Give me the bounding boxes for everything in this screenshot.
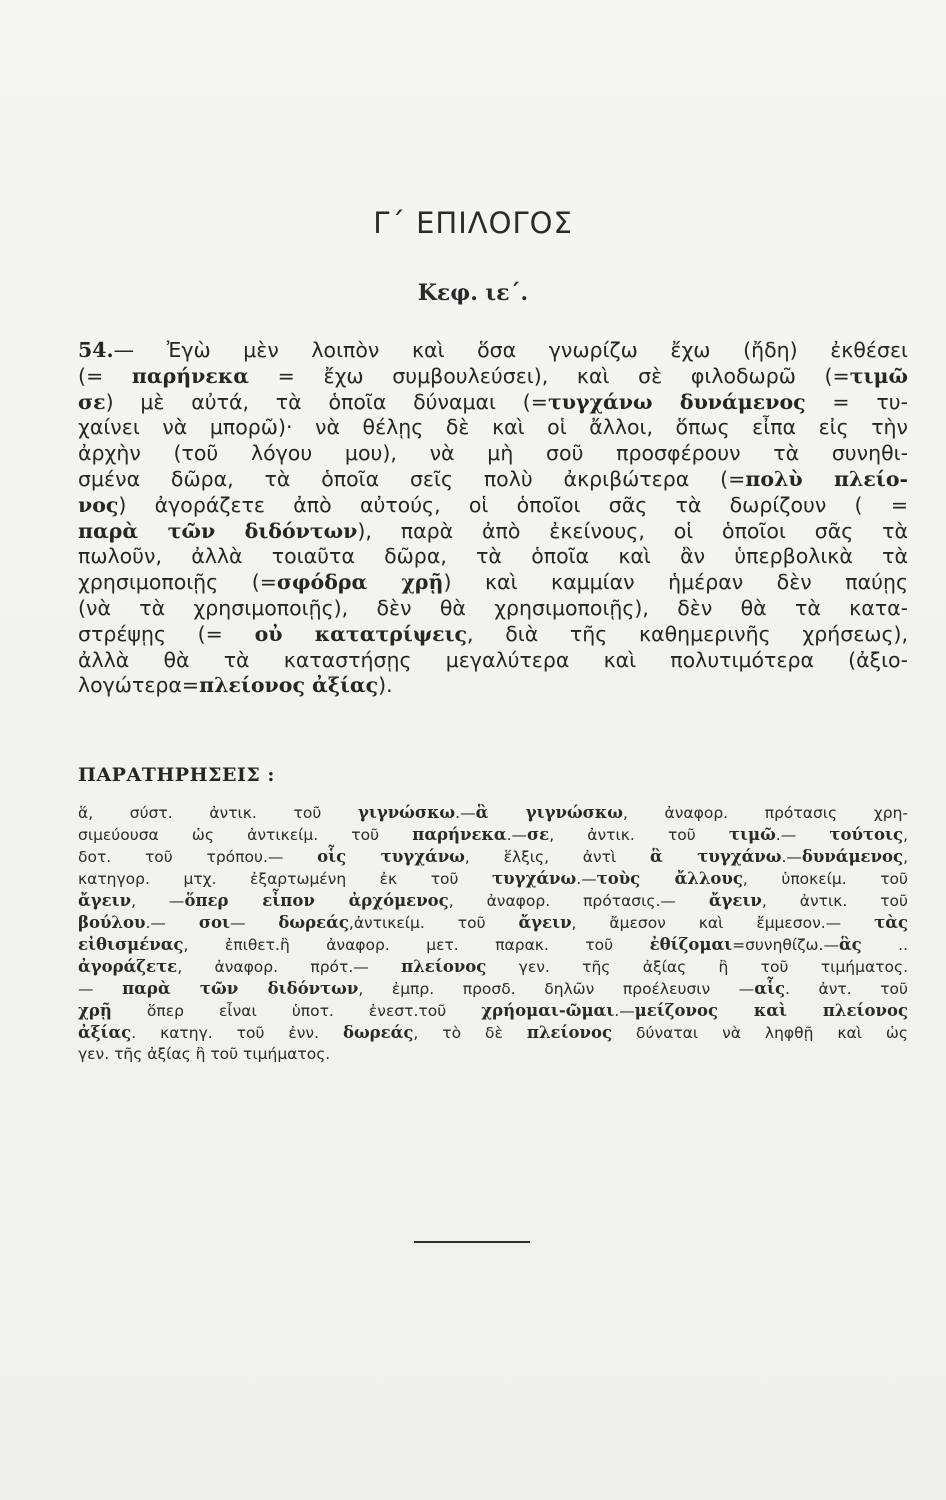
paragraph-text: ἀρχὴν (τοῦ λόγου μου), νὰ μὴ σοῦ προσφέρουν τὰ συνηθι- bbox=[78, 441, 908, 466]
paragraph-line bbox=[78, 673, 908, 699]
paragraph-text: χαίνει νὰ μπορῶ)· νὰ θέλῃς δὲ καὶ οἱ ἄλλοι, ὅπως εἶπα εἰς τὴν bbox=[78, 415, 908, 440]
notes-bold-term: ἀγοράζετε bbox=[78, 957, 178, 976]
paragraph-line bbox=[78, 519, 908, 545]
paragraph-bold-term: τιμῶ bbox=[849, 363, 908, 388]
notes-text: , ἕλξις, ἀντὶ bbox=[464, 848, 651, 866]
notes-text: , ἀναφορ. πρότ.— bbox=[177, 958, 402, 976]
paragraph-line bbox=[78, 493, 908, 519]
notes-bold-term: ἃς bbox=[838, 935, 862, 954]
notes-text: — bbox=[78, 980, 123, 998]
notes-text: .— bbox=[506, 826, 527, 844]
paragraph-text: σμένα δῶρα, τὰ ὁποῖα σεῖς πολὺ ἀκριβώτερα (= bbox=[78, 466, 746, 491]
notes-text: — bbox=[229, 914, 279, 932]
notes-line bbox=[78, 1000, 908, 1022]
paragraph-bold-term: οὐ κατατρίψεις bbox=[254, 621, 467, 646]
notes-line bbox=[78, 846, 908, 868]
notes-bold-term: ἐθίζομαι bbox=[649, 935, 733, 954]
paragraph-line bbox=[78, 467, 908, 493]
notes-text: , ἐμπρ. προσδ. δηλῶν προέλευσιν — bbox=[358, 980, 755, 998]
notes-bold-term: σοι bbox=[198, 913, 230, 932]
notes-text: , ἀντικ. τοῦ bbox=[549, 826, 729, 844]
notes-bold-term: σε bbox=[527, 825, 550, 844]
notes-text: . ἀντ. τοῦ bbox=[785, 980, 909, 998]
notes-bold-term: δωρεάς bbox=[278, 913, 349, 932]
paragraph-line bbox=[78, 622, 908, 648]
main-paragraph bbox=[78, 338, 908, 699]
notes-heading: ΠΑΡΑΤΗΡΗΣΕΙΣ : bbox=[78, 764, 275, 786]
notes-bold-term: ἄγειν bbox=[78, 891, 132, 910]
notes-text: .— bbox=[775, 826, 830, 844]
notes-text: .— bbox=[455, 804, 476, 822]
paragraph-text: ) μὲ αὐτά, τὰ ὁποῖα δύναμαι (= bbox=[105, 389, 548, 414]
notes-bold-term: τούτοις bbox=[829, 825, 904, 844]
notes-bold-term: οἷς τυγχάνω bbox=[317, 847, 465, 866]
paragraph-line bbox=[78, 570, 908, 596]
notes-bold-term: ὅπερ εἶπον ἀρχόμενος bbox=[184, 891, 449, 910]
notes-line bbox=[78, 890, 908, 912]
notes-line bbox=[78, 802, 908, 824]
paragraph-text: ) καὶ καμμίαν ἡμέραν δὲν παύῃς bbox=[443, 570, 909, 595]
section-title: Γ΄ ΕΠΙΛΟΓΟΣ bbox=[373, 206, 573, 240]
notes-bold-term: τυγχάνω bbox=[492, 869, 577, 888]
paragraph-bold-term: σε bbox=[78, 389, 106, 414]
notes-text: γεν. τῆς ἀξίας ἢ τοῦ τιμήματος. bbox=[78, 1045, 331, 1063]
paragraph-line bbox=[78, 596, 908, 622]
notes-bold-term: γιγνώσκω bbox=[357, 803, 456, 822]
notes-text: , ἀντικ. τοῦ bbox=[761, 892, 908, 910]
notes-text: , ἀναφορ. πρότασις χρη- bbox=[622, 804, 908, 822]
paragraph-bold-term: τυγχάνω δυνάμενος bbox=[547, 389, 806, 414]
notes-text: ἅ, σύστ. ἀντικ. τοῦ bbox=[78, 804, 358, 822]
notes-text bbox=[78, 802, 908, 1065]
notes-line bbox=[78, 956, 908, 978]
notes-line bbox=[78, 1044, 908, 1065]
end-rule bbox=[414, 1241, 530, 1243]
notes-text: . κατηγ. τοῦ ἐνν. bbox=[131, 1024, 343, 1042]
notes-line bbox=[78, 934, 908, 956]
notes-bold-term: βούλου bbox=[78, 913, 146, 932]
notes-text: , bbox=[903, 848, 909, 866]
notes-text: , ἀναφορ. πρότασις.— bbox=[448, 892, 709, 910]
paragraph-text: = τυ- bbox=[805, 389, 908, 414]
notes-line bbox=[78, 912, 908, 934]
notes-line bbox=[78, 978, 908, 1000]
notes-text: .— bbox=[781, 848, 802, 866]
notes-bold-term: παρήνεκα bbox=[412, 825, 507, 844]
paragraph-line bbox=[78, 415, 908, 441]
notes-bold-term: ἀξίας bbox=[78, 1023, 132, 1042]
paragraph-line bbox=[78, 390, 908, 416]
notes-line bbox=[78, 868, 908, 890]
notes-text: .. bbox=[861, 936, 909, 954]
notes-text: .— bbox=[145, 914, 199, 932]
paragraph-text: , διὰ τῆς καθημερινῆς χρήσεως), bbox=[467, 621, 908, 646]
paragraph-text: λογώτερα= bbox=[78, 673, 200, 698]
paragraph-text: ). bbox=[378, 673, 393, 698]
paragraph-text: = ἔχω συμβουλεύσει), καὶ σὲ φιλοδωρῶ (= bbox=[249, 363, 850, 388]
notes-bold-term: εἰθισμένας bbox=[78, 935, 184, 954]
notes-text: , ἄμεσον καὶ ἔμμεσον.— bbox=[571, 914, 875, 932]
notes-text: .— bbox=[576, 870, 597, 888]
paragraph-bold-term: σφόδρα χρῇ bbox=[276, 570, 444, 595]
notes-bold-term: παρὰ τῶν διδόντων bbox=[122, 979, 359, 998]
paragraph-line bbox=[78, 648, 908, 674]
notes-text: γεν. τῆς ἀξίας ἢ τοῦ τιμήματος. bbox=[486, 958, 908, 976]
notes-bold-term: χρῇ bbox=[78, 1001, 112, 1020]
paragraph-text: ) ἀγοράζετε ἀπὸ αὐτούς, οἱ ὁποῖοι σᾶς τὰ δωρίζουν ( = bbox=[118, 492, 908, 517]
notes-text: , — bbox=[131, 892, 185, 910]
notes-text: , ὑποκείμ. τοῦ bbox=[742, 870, 908, 888]
paragraph-bold-term: νος bbox=[78, 492, 119, 517]
notes-text: , bbox=[903, 826, 909, 844]
paragraph-line bbox=[78, 441, 908, 467]
paragraph-text: χρησιμοποιῇς (= bbox=[78, 570, 277, 595]
notes-text: σιμεύουσα ὡς ἀντικείμ. τοῦ bbox=[78, 826, 413, 844]
notes-bold-term: χρήομαι-ῶμαι bbox=[481, 1001, 615, 1020]
notes-text: , τὸ δὲ bbox=[413, 1024, 527, 1042]
notes-bold-term: πλείονος bbox=[401, 957, 487, 976]
chapter-heading: Κεφ. ιε΄. bbox=[417, 280, 529, 306]
notes-bold-term: ἄγειν bbox=[518, 913, 572, 932]
notes-text: δύναται νὰ ληφθῇ καὶ ὡς bbox=[612, 1024, 908, 1042]
paragraph-line bbox=[78, 544, 908, 570]
notes-text: , ἐπιθετ.ἢ ἀναφορ. μετ. παρακ. τοῦ bbox=[183, 936, 650, 954]
paragraph-text: στρέψῃς (= bbox=[78, 621, 255, 646]
paragraph-bold-term: 54. bbox=[78, 338, 114, 362]
notes-line bbox=[78, 824, 908, 846]
notes-text: ,ἀντικείμ. τοῦ bbox=[348, 914, 519, 932]
notes-bold-term: ἃ τυγχάνω bbox=[650, 847, 782, 866]
paragraph-text: (νὰ τὰ χρησιμοποιῇς), δὲν θὰ χρησιμοποιῇς), δὲν θὰ τὰ κατα- bbox=[78, 595, 908, 620]
notes-bold-term: πλείονος bbox=[526, 1023, 613, 1042]
notes-bold-term: τοὺς ἄλλους bbox=[596, 869, 743, 888]
paragraph-text: (= bbox=[78, 363, 132, 388]
notes-text: .— bbox=[614, 1002, 635, 1020]
paragraph-text: πωλοῦν, ἀλλὰ τοιαῦτα δῶρα, τὰ ὁποῖα καὶ ἂν ὑπερβολικὰ τὰ bbox=[78, 544, 908, 569]
notes-line bbox=[78, 1022, 908, 1044]
notes-bold-term: δυνάμενος bbox=[801, 847, 904, 866]
paragraph-line bbox=[78, 364, 908, 390]
notes-text: δοτ. τοῦ τρόπου.— bbox=[78, 848, 318, 866]
paragraph-bold-term: πλείονος ἀξίας bbox=[199, 673, 379, 698]
paragraph-text: — Ἐγὼ μὲν λοιπὸν καὶ ὅσα γνωρίζω ἔχω (ἤδη) ἐκθέσει bbox=[113, 338, 908, 362]
paragraph-text: ἀλλὰ θὰ τὰ καταστήσῃς μεγαλύτερα καὶ πολυτιμότερα (ἀξιο- bbox=[78, 647, 908, 672]
notes-text: ὅπερ εἶναι ὑποτ. ἐνεστ.τοῦ bbox=[111, 1002, 482, 1020]
notes-bold-term: τὰς bbox=[874, 913, 908, 932]
notes-bold-term: ἃ γιγνώσκω bbox=[475, 803, 623, 822]
notes-bold-term: μείζονος καὶ πλείονος bbox=[634, 1001, 909, 1020]
paragraph-bold-term: παρήνεκα bbox=[131, 363, 249, 388]
paragraph-bold-term: παρὰ τῶν διδόντων bbox=[78, 518, 358, 543]
notes-bold-term: τιμῶ bbox=[728, 825, 776, 844]
notes-bold-term: αἷς bbox=[754, 979, 785, 998]
notes-bold-term: δωρεάς bbox=[342, 1023, 414, 1042]
notes-text: κατηγορ. μτχ. ἐξαρτωμένη ἐκ τοῦ bbox=[78, 870, 493, 888]
notes-text: =συνηθίζω.— bbox=[732, 936, 839, 954]
paragraph-line bbox=[78, 338, 908, 364]
paragraph-text: ), παρὰ ἀπὸ ἐκείνους, οἱ ὁποῖοι σᾶς τὰ bbox=[357, 518, 908, 543]
paragraph-bold-term: πολὺ πλείο- bbox=[745, 466, 908, 491]
notes-bold-term: ἄγειν bbox=[708, 891, 762, 910]
